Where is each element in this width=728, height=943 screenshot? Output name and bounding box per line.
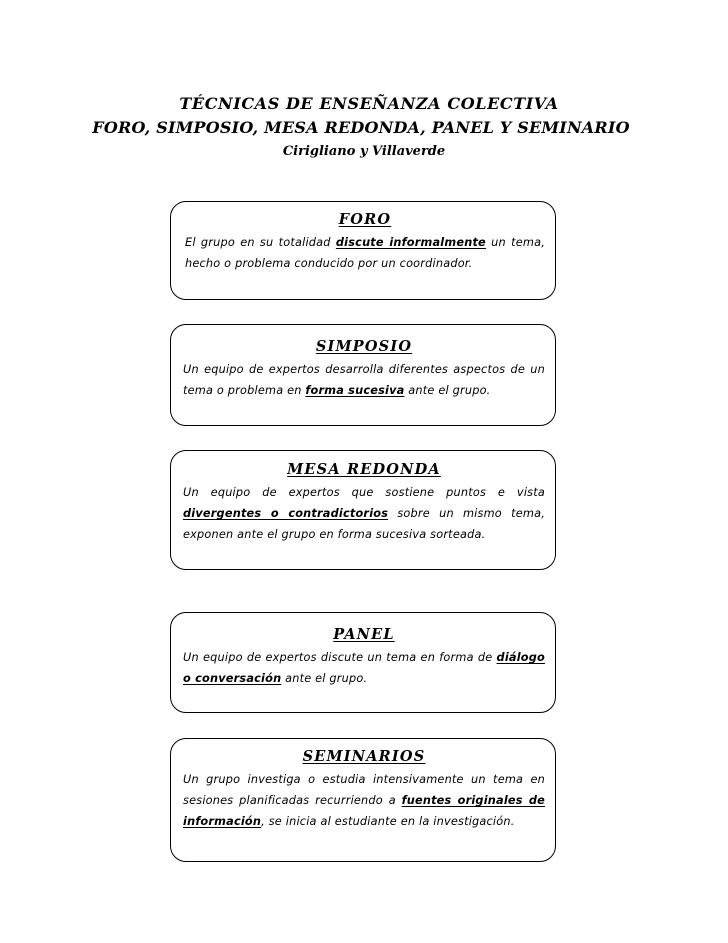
technique-title: MESA REDONDA <box>287 461 441 478</box>
technique-title: PANEL <box>333 626 395 643</box>
key-phrase: fuentes originales de información <box>183 794 545 828</box>
technique-description: El grupo en su totalidad discute informalmente un tema, hecho o problema conducido por un coordinador. <box>185 236 546 270</box>
document-authors: Cirigliano y Villaverde <box>282 144 446 159</box>
technique-box-simposio <box>170 324 556 426</box>
technique-description: Un equipo de expertos que sostiene puntos e vista divergentes o contradictorios sobre un mismo tema, exponen ante el grupo en forma sucesiva sorteada. <box>183 486 545 541</box>
key-phrase: discute informalmente <box>335 236 486 249</box>
document-subtitle: FORO, SIMPOSIO, MESA REDONDA, PANEL Y SEMINARIO <box>92 118 630 137</box>
technique-description: Un equipo de expertos desarrolla diferentes aspectos de un tema o problema en forma sucesiva ante el grupo. <box>183 363 545 397</box>
technique-description: Un grupo investiga o estudia intensivamente un tema en sesiones planificadas recurriendo a fuentes originales de información, se inicia al estudiante en la investigación. <box>183 773 545 828</box>
technique-description: Un equipo de expertos discute un tema en forma de diálogo o conversación ante el grupo. <box>183 651 545 685</box>
document-header <box>0 92 728 164</box>
technique-box-seminarios <box>170 738 556 862</box>
technique-box-panel <box>170 612 556 713</box>
key-phrase: divergentes o contradictorios <box>183 507 389 520</box>
key-phrase: forma sucesiva <box>305 384 405 397</box>
technique-box-mesa-redonda <box>170 450 556 570</box>
document-title: TÉCNICAS DE ENSEÑANZA COLECTIVA <box>179 94 559 113</box>
technique-title: SIMPOSIO <box>315 338 413 355</box>
technique-title: SEMINARIOS <box>302 748 426 765</box>
technique-title: FORO <box>338 211 392 228</box>
key-phrase: diálogo o conversación <box>183 651 545 685</box>
technique-box-foro <box>170 201 556 300</box>
